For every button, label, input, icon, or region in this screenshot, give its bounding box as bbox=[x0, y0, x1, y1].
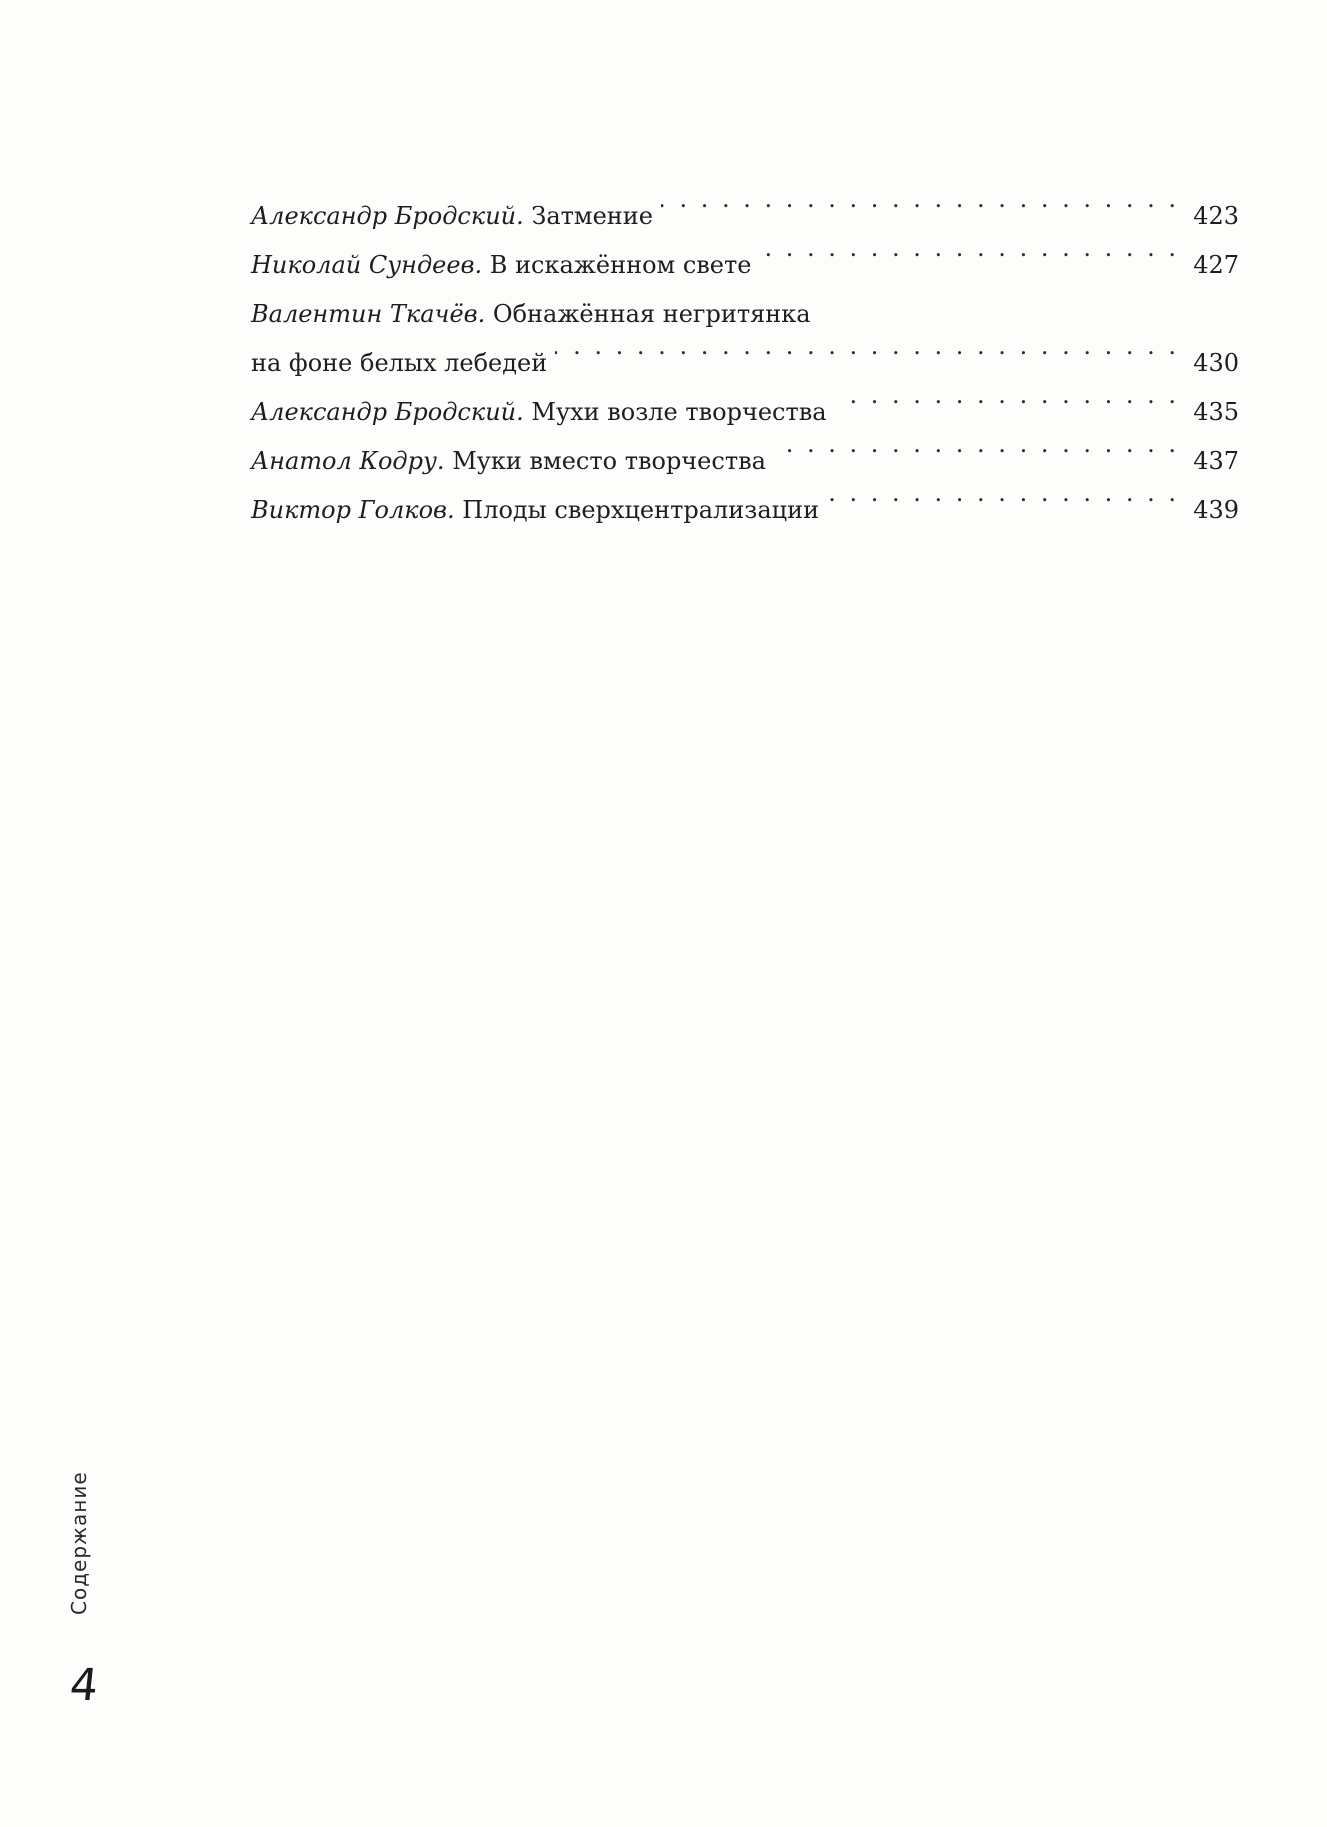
running-section-label: Содержание bbox=[67, 1471, 91, 1615]
toc-author: Валентин Ткачёв. bbox=[251, 300, 486, 328]
toc-title: Муки вместо творчества bbox=[452, 447, 766, 475]
toc-entry bbox=[251, 192, 1239, 241]
toc-author: Виктор Голков. bbox=[251, 496, 455, 524]
toc-page-number: 427 bbox=[1193, 251, 1239, 279]
dot-leader bbox=[835, 396, 1179, 420]
toc-author: Александр Бродский. bbox=[251, 398, 524, 426]
toc-page-number: 423 bbox=[1193, 202, 1239, 230]
toc-author: Анатол Кодру. bbox=[251, 447, 445, 475]
toc-entry bbox=[251, 437, 1239, 486]
dot-leader bbox=[759, 249, 1179, 273]
toc-page-number: 437 bbox=[1193, 447, 1239, 475]
toc-title: Затмение bbox=[531, 202, 653, 230]
toc-page-number: 439 bbox=[1193, 496, 1239, 524]
page-number: 4 bbox=[67, 1660, 101, 1711]
toc-page-number: 435 bbox=[1193, 398, 1239, 426]
dot-leader bbox=[661, 200, 1179, 224]
toc-author: Николай Сундеев. bbox=[251, 251, 483, 279]
toc-title: Плоды сверхцентрализации bbox=[462, 496, 820, 524]
toc-title-continuation: на фоне белых лебедей bbox=[251, 349, 548, 377]
toc-title: Обнажённая негритянка bbox=[492, 300, 811, 328]
toc-entry bbox=[251, 241, 1239, 290]
dot-leader bbox=[555, 347, 1179, 371]
toc-entry bbox=[251, 388, 1239, 437]
toc-page-number: 430 bbox=[1193, 349, 1239, 377]
table-of-contents bbox=[251, 192, 1239, 535]
toc-title: В искажённом свете bbox=[489, 251, 752, 279]
dot-leader bbox=[827, 494, 1179, 518]
dot-leader bbox=[774, 445, 1179, 469]
toc-author: Александр Бродский. bbox=[251, 202, 524, 230]
toc-entry bbox=[251, 486, 1239, 535]
toc-entry bbox=[251, 290, 1239, 388]
toc-title: Мухи возле творчества bbox=[531, 398, 827, 426]
